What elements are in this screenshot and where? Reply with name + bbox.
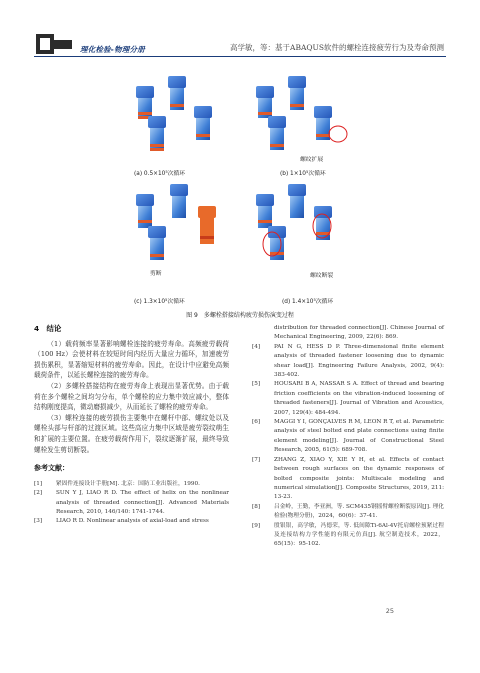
conclusion-paragraph: （1）载荷频率显著影响螺栓连接的疲劳寿命。高频疲劳载荷（100 Hz）会使材料在较短时间内经历大量应力循环，加速疲劳损伤累积，显著缩短材料的疲劳寿命。因此，在设计中应避免高频载荷条件，以延长螺栓连接的疲劳寿命。 — [34, 339, 229, 380]
label-d: (d) 1.4×10⁵次循环 — [282, 299, 334, 305]
annotation-b: 螺纹扩展 — [300, 157, 324, 163]
section-heading: 4 结论 — [34, 324, 62, 333]
panel-a-bolts — [136, 76, 212, 151]
label-c: (c) 1.3×10⁵次循环 — [134, 299, 185, 305]
references-heading: 参考文献： — [34, 464, 69, 473]
conclusion-paragraph: （3）螺栓连接的疲劳损伤主要集中在螺杆中部、螺纹处以及螺栓头部与杆部的过渡区域。这些高应力集中区域是疲劳裂纹萌生和扩展的主要位置。在疲劳载荷作用下，裂纹逐渐扩展，最终导致螺栓发生剪切断裂。 — [34, 413, 229, 454]
reference-item: [9] 殷银银，高学敏，冯德荣，等. 低间隙Ti-6Al-4V托肩螺栓预紧过程及连接结构力学性能的有限元仿真[J]. 航空制造技术，2022，65(15)：95-102. — [252, 522, 444, 548]
page-number: 25 — [385, 607, 394, 615]
reference-item: [5] HOUSARI B A, NASSAR S A. Effect of thread and bearing friction coefficients on the vibration-induced loosening of threaded fasteners[J]. Journal of Vibration and Acoustics, 2007, 129(4): 484-494. — [252, 381, 444, 416]
header-rule — [34, 56, 446, 57]
annotation-d: 螺纹断裂 — [310, 273, 334, 279]
panel-d-bolts — [256, 184, 332, 260]
panel-b-bolts — [256, 76, 347, 150]
right-column — [252, 324, 444, 550]
reference-item: [1] 紧固件连接设计手册[M]. 北京：国防工业出版社，1990. — [34, 480, 200, 487]
annotation-c: 剪断 — [150, 271, 162, 277]
running-title: 高学敏，等：基于ABAQUS软件的螺栓连接疲劳行为及寿命预测 — [230, 43, 444, 52]
reference-item: [6] MAGGI Y I, GONÇALVES R M, LEON R T, et al. Parametric analysis of steel bolted end plate connections using finite element modeling[J]. Journal of Constructional Steel Research, 2005, 61(5): 689-708. — [252, 419, 444, 454]
conclusion-paragraph: （2）多螺栓搭接结构在疲劳寿命上表现出显著优势。由于载荷在多个螺栓之间均匀分布，单个螺栓的应力集中效应减小，整体结构刚度提高，微动磨损减少，从而延长了螺栓的疲劳寿命。 — [34, 381, 229, 412]
reference-item: [8] 吕金岭，王勤，李亚洲，等. SCM435钢摇臂螺栓断裂原因[J]. 理化检验(物理分册)，2024，60(6)：37-41. — [252, 503, 444, 520]
reference-item: [4] PAI N G, HESS D P. Three-dimensional finite element analysis of threaded fastener loosening due to dynamic shear load[J]. Engineering Failure Analysis, 2002, 9(4): 383-402. — [252, 343, 444, 379]
reference-item: [2] SUN Y J, LIAO R D. The effect of helix on the nonlinear analysis of threaded connection[J]. Advanced Materials Research, 2010, 146/140: 1741-1744. — [34, 490, 229, 515]
journal-logo — [34, 32, 78, 56]
figure-caption: 图 9 多螺栓搭接结构疲劳损伤演变过程 — [186, 312, 294, 319]
label-b: (b) 1×10⁵次循环 — [280, 171, 326, 177]
reference-item: [7] ZHANG Z, XIAO Y, XIE Y H, et al. Effects of contact between rough surfaces on the dynamic responses of bolted composite joints: Multiscale modeling and numerical simulation[J]. Composite Structures, 2019, 211: 13-23. — [252, 456, 444, 501]
panel-c-bolts — [136, 184, 216, 260]
journal-name: 理化检验-物理分册 — [80, 45, 145, 54]
left-column — [34, 324, 229, 527]
label-a: (a) 0.5×10⁵次循环 — [134, 171, 186, 177]
reference-item: [3] LIAO R D. Nonlinear analysis of axial-load and stress — [34, 518, 209, 525]
reference-continuation: distribution for threaded connection[J]. Chinese Journal of Mechanical Engineering, 2009, 22(6): 869. — [274, 325, 444, 341]
